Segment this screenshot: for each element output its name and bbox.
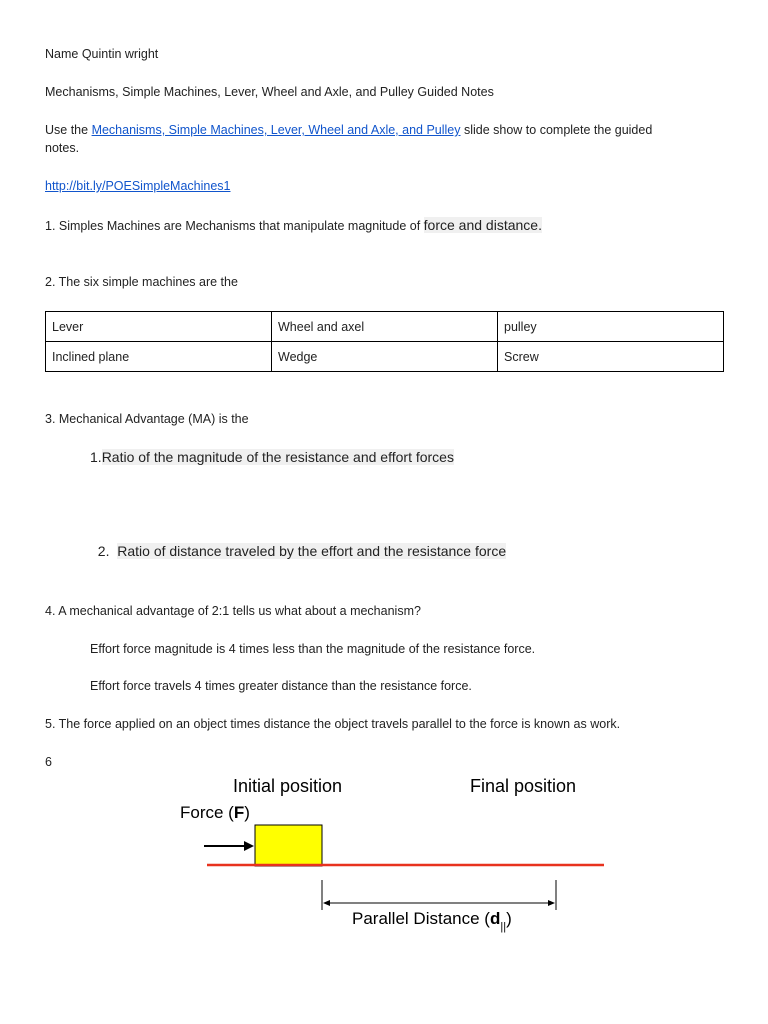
instructions — [45, 123, 652, 137]
question-5-text: 5. The force applied on an object times distance the object travels parallel to the force is known as work. — [45, 717, 621, 731]
name-line: Name Quintin wright — [45, 47, 159, 61]
table-cell: pulley — [498, 312, 724, 342]
distance-dimension — [322, 880, 556, 910]
table-cell: Wheel and axel — [272, 312, 498, 342]
question-2-text: 2. The six simple machines are the — [45, 275, 238, 289]
question-3-text: 3. Mechanical Advantage (MA) is the — [45, 412, 249, 426]
instructions-suffix: slide show to complete the guided — [460, 123, 653, 137]
question-4-text: 4. A mechanical advantage of 2:1 tells us what about a mechanism? — [45, 604, 421, 618]
table-cell: Lever — [46, 312, 272, 342]
final-position-label: Final position — [470, 776, 577, 796]
parallel-distance-label: Parallel Distance $(d_{||})$ — [352, 909, 512, 933]
question-3-answer-2 — [90, 527, 506, 559]
force-label: Force (F) — [180, 803, 250, 822]
question-1 — [45, 217, 542, 233]
slideshow-link[interactable]: Mechanisms, Simple Machines, Lever, Wheel and Axle, and Pulley — [91, 123, 461, 137]
question-1-text: 1. Simples Machines are Mechanisms that manipulate magnitude of — [45, 219, 424, 233]
table-cell: Inclined plane — [46, 342, 272, 372]
instructions-prefix: Use the — [45, 123, 92, 137]
question-1-answer: force and distance. — [423, 217, 542, 233]
url-link[interactable]: http://bit.ly/POESimpleMachines1 — [45, 179, 231, 193]
answer-text: Ratio of distance traveled by the effort and the resistance force — [117, 543, 507, 559]
block — [255, 825, 322, 866]
instructions-line2: notes. — [45, 141, 80, 155]
answer-text: Ratio of the magnitude of the resistance and effort forces — [101, 449, 454, 465]
answer-number: 2. — [97, 543, 118, 559]
question-4-answer-1: Effort force magnitude is 4 times less than the magnitude of the resistance force. — [90, 642, 536, 656]
table-cell: Screw — [498, 342, 724, 372]
table-row — [46, 342, 724, 372]
question-6-number: 6 — [45, 755, 52, 769]
question-3-answer-1 — [90, 449, 454, 465]
initial-position-label: Initial position — [233, 776, 343, 796]
page-title: Mechanisms, Simple Machines, Lever, Wheel and Axle, and Pulley Guided Notes — [45, 85, 494, 99]
force-arrow-icon — [204, 841, 254, 851]
work-diagram — [160, 770, 620, 950]
simple-machines-table — [45, 311, 724, 372]
answer-number: 1. — [90, 449, 102, 465]
question-4-answer-2: Effort force travels 4 times greater distance than the resistance force. — [90, 679, 472, 693]
table-row — [46, 312, 724, 342]
table-cell: Wedge — [272, 342, 498, 372]
